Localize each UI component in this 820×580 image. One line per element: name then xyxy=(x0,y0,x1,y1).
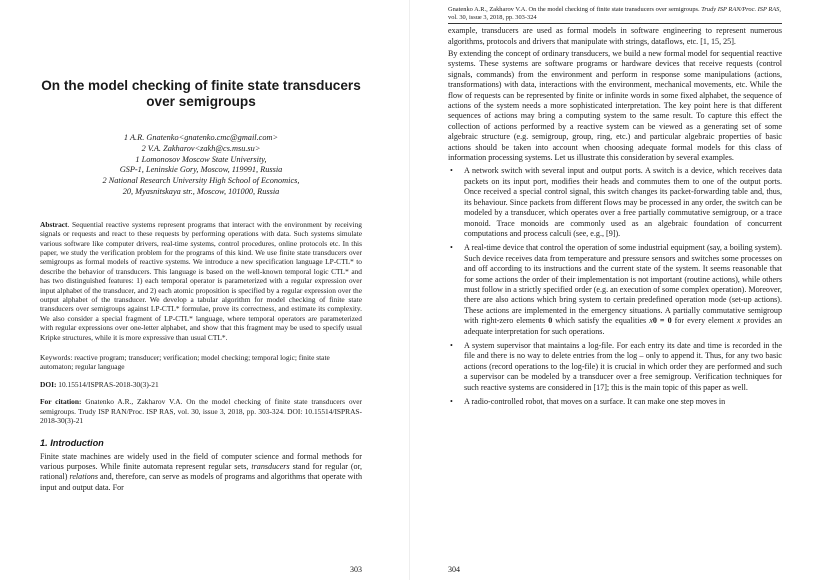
right-page xyxy=(410,0,820,580)
list-text: A real-time device that control the operation of some industrial equipment (say, a boiling system). Such device receives data from temperature and pressure sensors and switches some processes on and off according to its instructions and the current state of the system. It seems reasonable that for some actions the order of their implementation is not important (routine actions), while others must follow in a strictly specified order (e.g. an execution of some complex operation). Moreover, there are also actions which bring system to certain predefined operation mode (set-up actions). These actions are implemented in the emergency situations. A partially commutative semigroup with right-zero elements xyxy=(464,243,782,326)
page-number: 303 xyxy=(350,565,362,574)
citation xyxy=(40,397,362,425)
intro-text: and, therefore, can serve as models of programs and algorithms that operate with input and output data. For xyxy=(40,472,362,492)
list-item-text: A system supervisor that maintains a log-file. For each entry its date and time is recorded in the file and there is no way to delete entries from the log – only to append it. Thus, for any two basic actions (record operations to the log-file) it is crucial in which order they are performed and such a supervisor can be modeled by a transducer over a free semigroup. Verification techniques for such reactive systems are considered in [17]; this is the main topic of this paper as well. xyxy=(464,340,782,392)
keywords: Keywords: reactive program; transducer; verification; model checking; temporal logic; finite state automaton; regular language xyxy=(40,353,330,372)
doi-value: 10.15514/ISPRAS-2018-30(3)-21 xyxy=(56,379,159,389)
author-block xyxy=(40,133,362,198)
running-header xyxy=(448,6,782,21)
list-item-text xyxy=(464,243,782,335)
abstract xyxy=(40,220,362,342)
affiliation-line: 2 National Research University High School of Economics, xyxy=(102,176,300,186)
citation-text: Gnatenko A.R., Zakharov V.A. On the model checking of finite state transducers over semigroups. Trudy ISP RAN/Proc. ISP RAS, vol. 30, issue 3, 2018, pp. 303-324. DOI: 10.15514/ISPRAS-2018-30(3)-21 xyxy=(40,397,362,426)
math-symbol: x xyxy=(736,316,741,326)
list-item-text: A network switch with several input and output ports. A switch is a device, which receives data packets on its input port, modifies their heads and commutes them to one of the output ports. Once received a special control signal, this switch changes its packet-forwarding table and, thus, its behaviour. Since packets from different flows may be processed in any order, the switch can be modeled by a transducer, which operates over a free partially commutative semigroup, or a trace monoid. Trace monoids are commonly used as an algebraic foundation of concurrent computations and process calculi (see, e.g., [9]). xyxy=(464,166,782,238)
intro-paragraph xyxy=(40,452,362,494)
bullet-icon: • xyxy=(450,340,453,350)
header-journal: Trudy ISP RAN/Proc. ISP RAS, xyxy=(701,6,781,13)
list-item xyxy=(448,397,782,407)
author-line: 1 A.R. Gnatenko<gnatenko.cmc@gmail.com> xyxy=(123,133,279,142)
list-text: which satisfy the equalities xyxy=(552,316,650,326)
body-paragraph: example, transducers are used as formal models in software engineering to represent numerous algorithms, protocols and drivers that manipulate with strings, dataflows, etc. [1, 15, 25]. xyxy=(448,26,782,46)
bullet-icon: • xyxy=(450,166,453,176)
math-symbol: x xyxy=(649,316,653,326)
math-symbol: 0 xyxy=(548,316,553,326)
doi-label: DOI: xyxy=(40,379,57,389)
right-body xyxy=(448,26,782,407)
intro-emphasis: relations xyxy=(69,472,98,482)
affiliation-line: GSP-1, Leninskie Gory, Moscow, 119991, Russia xyxy=(119,165,283,175)
math-symbol: 0 = 0 xyxy=(652,316,672,326)
list-item xyxy=(448,166,782,239)
list-text: provides an adequate interpretation for such operations. xyxy=(464,316,783,336)
bullet-icon: • xyxy=(450,243,453,253)
header-text: vol. 30, issue 3, 2018, pp. 303-324 xyxy=(448,13,537,21)
abstract-text: . Sequential reactive systems represent programs that interact with the environment by receiving signals or requests and react to these requests by performing operations with data. Such systems simulate various software like computer drivers, real-time systems, control procedures, online protocols etc. In this paper, we study the verification problem for the programs of this kind. We use finite state transducers over semigroups as formal models of reactive systems. We introduce a new specification language LP-CTL* to describe the behavior of transducers. This language is based on the well-known temporal logic CTL* and has two distinguished features: 1) each temporal operator is parameterized with a regular expression over input alphabet of the transducer, and 2) each atomic proposition is specified by a regular expression over the output alphabet of the transducer. We develop a tabular algorithm for model checking of finite state transducers over semigroups against LP-CTL* formulae, prove its correctness, and estimate its complexity. We also consider a special fragment of LP-CTL* language, where temporal operators are parameterized with regular expressions over one-letter alphabet, and show that this fragment may be used to specify usual Kripke structures, while it is more expressive than usual CTL*. xyxy=(40,219,362,342)
header-text: Gnatenko A.R., Zakharov V.A. On the model checking of finite state transducers over semigroups. xyxy=(448,6,702,13)
author-line: 2 V.A. Zakharov<zakh@cs.msu.su> xyxy=(141,143,261,153)
list-item-text: A radio-controlled robot, that moves on a surface. It can make one step moves in xyxy=(464,397,726,406)
intro-text: Finite state machines are widely used in the field of computer science and formal methods for various purposes. While finite automata represent regular sets, xyxy=(40,451,362,471)
intro-emphasis: transducers xyxy=(251,461,290,471)
bullet-icon: • xyxy=(450,397,453,406)
list-item xyxy=(448,243,782,337)
intro-text: stand for regular (or, rational) xyxy=(40,461,362,482)
list-item xyxy=(448,341,782,393)
citation-label: For citation: xyxy=(40,397,82,407)
page-number: 304 xyxy=(448,565,460,574)
doi xyxy=(40,380,362,389)
section-heading: 1. Introduction xyxy=(40,437,104,448)
paper-title: On the model checking of finite state transducers over semigroups xyxy=(41,78,361,109)
example-list xyxy=(448,166,782,407)
body-paragraph: By extending the concept of ordinary transducers, we build a new formal model for sequential reactive systems. These systems are software programs or hardware devices that receive requests (control signals, commands) from the environment and perform in response some manipulations (actions, transformations) with data, interactions with the environment, mechanical movements, etc. While the flow of requests can be represented by finite or infinite words in some fixed alphabet, the sequence of actions of the system needs a more sophisticated interpretation. The key point here is that different sequences of actions may bring a computing system to the same result. To capture this effect the collection of actions performed by a reactive system can be viewed as a generating set of some algebraic structure (e.g. semigroup, group, ring, etc.) and particular algebraic properties of basic actions should be taken into account when choosing adequate formal models for this class of information processing systems. Let us illustrate this consideration by several examples. xyxy=(448,49,782,163)
header-divider xyxy=(448,23,782,24)
affiliation-line: 20, Myasnitskaya str., Moscow, 101000, Russia xyxy=(122,186,280,196)
affiliation-line: 1 Lomonosov Moscow State University, xyxy=(135,154,267,164)
abstract-label: Abstract xyxy=(40,219,68,229)
list-text: for every element xyxy=(671,316,737,326)
